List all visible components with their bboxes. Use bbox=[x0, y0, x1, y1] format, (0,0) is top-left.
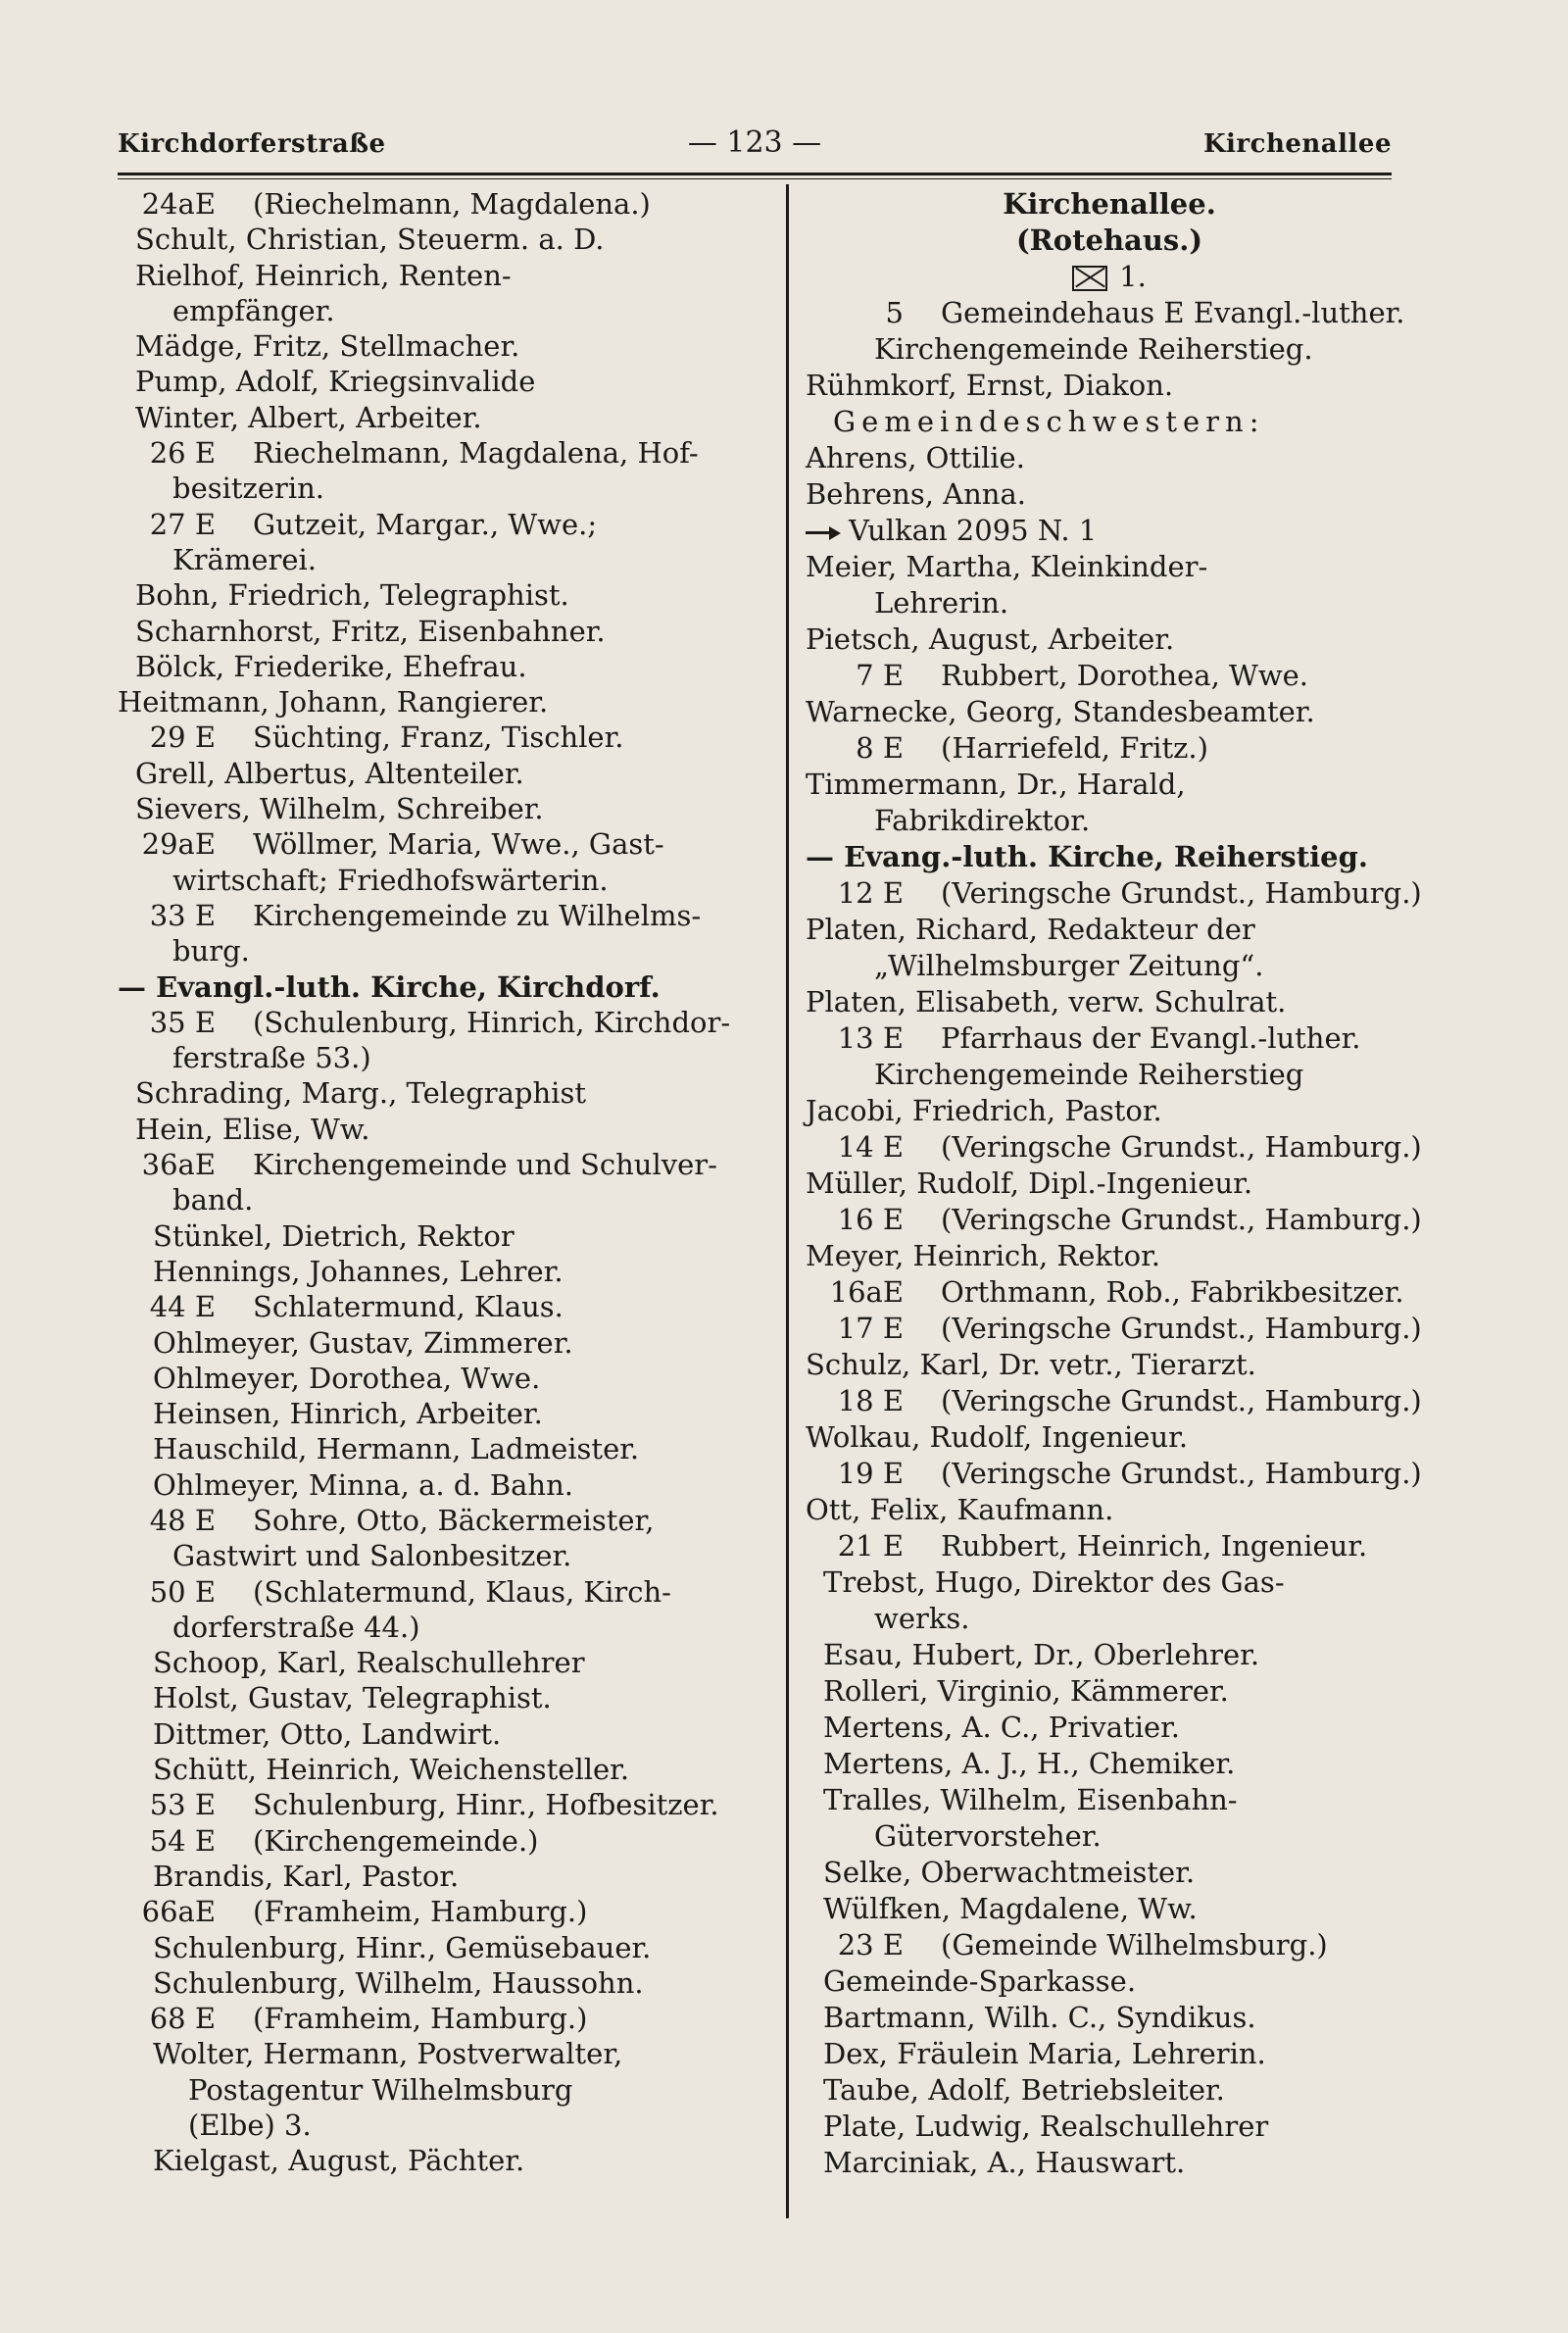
house-number: 44 E bbox=[149, 1290, 216, 1324]
continuation-text: „Wilhelmsburger Zeitung“. bbox=[874, 949, 1264, 982]
house-number: 68 E bbox=[149, 2002, 216, 2036]
house-entry bbox=[118, 1289, 769, 1324]
resident-name: Bartmann, Wilh. C., Syndikus. bbox=[823, 2001, 1256, 2034]
left-column bbox=[118, 186, 769, 2179]
continuation-text: Postagentur Wilhelmsburg bbox=[188, 2072, 573, 2107]
resident-name: Dittmer, Otto, Landwirt. bbox=[153, 1716, 502, 1751]
house-entry-text: Kirchengemeinde zu Wilhelms- bbox=[253, 898, 702, 932]
directory-entry bbox=[118, 1645, 769, 1680]
house-entry bbox=[806, 1129, 1422, 1166]
resident-name: Winter, Albert, Arbeiter. bbox=[135, 400, 482, 434]
house-number: 33 E bbox=[149, 898, 216, 932]
continuation-line bbox=[118, 863, 769, 898]
house-entry-text: Gemeindehaus E Evangl.-luther. bbox=[941, 296, 1405, 329]
directory-entry bbox=[806, 440, 1413, 476]
house-entry-text: Rubbert, Dorothea, Wwe. bbox=[941, 659, 1309, 692]
house-entry-text: (Harriefeld, Fritz.) bbox=[941, 731, 1208, 765]
house-entry-text: Schlatermund, Klaus. bbox=[253, 1290, 564, 1324]
resident-name: Jacobi, Friedrich, Pastor. bbox=[806, 1094, 1162, 1127]
directory-entry bbox=[806, 621, 1413, 658]
directory-entry bbox=[118, 2143, 769, 2178]
envelope-icon bbox=[1072, 266, 1107, 291]
continuation-line bbox=[806, 948, 1413, 984]
directory-entry bbox=[118, 1716, 769, 1752]
directory-entry bbox=[118, 1396, 769, 1431]
resident-name: Wülfken, Magdalene, Ww. bbox=[823, 1892, 1198, 1925]
resident-name: Tralles, Wilhelm, Eisenbahn- bbox=[823, 1783, 1238, 1816]
continuation-text: band. bbox=[172, 1183, 254, 1217]
resident-name: Warnecke, Georg, Standesbeamter. bbox=[806, 695, 1315, 728]
house-number: 29 E bbox=[149, 720, 216, 755]
directory-entry bbox=[118, 614, 769, 649]
continuation-text: Kirchengemeinde Reiherstieg bbox=[874, 1058, 1304, 1091]
directory-entry bbox=[118, 1680, 769, 1715]
resident-name: Ohlmeyer, Gustav, Zimmerer. bbox=[153, 1325, 573, 1360]
house-number: 19 E bbox=[837, 1457, 904, 1490]
house-entry-text: Pfarrhaus der Evangl.-luther. bbox=[941, 1021, 1361, 1055]
directory-entry bbox=[806, 912, 1413, 948]
resident-name: Rolleri, Virginio, Kämmerer. bbox=[823, 1674, 1229, 1708]
house-entry-text: Süchting, Franz, Tischler. bbox=[253, 720, 624, 755]
house-entry bbox=[118, 1894, 769, 1929]
house-entry bbox=[118, 1503, 769, 1538]
continuation-line bbox=[118, 471, 769, 506]
resident-name: Hennings, Johannes, Lehrer. bbox=[153, 1254, 564, 1288]
house-number: 26 E bbox=[149, 436, 216, 471]
resident-name: Wolter, Hermann, Postverwalter, bbox=[153, 2037, 623, 2071]
directory-entry bbox=[806, 1746, 1413, 1782]
header-street-left: Kirchdorferstraße bbox=[118, 129, 386, 159]
directory-entry bbox=[806, 1782, 1413, 1818]
continuation-text: empfänger. bbox=[172, 293, 335, 327]
house-entry-text: (Schulenburg, Hinrich, Kirchdor- bbox=[253, 1005, 731, 1039]
directory-entry bbox=[806, 1492, 1413, 1528]
house-number: 48 E bbox=[149, 1503, 216, 1537]
directory-entry bbox=[118, 258, 769, 293]
directory-entry bbox=[806, 1891, 1413, 1927]
postal-district bbox=[806, 259, 1413, 295]
house-entry-text: Schulenburg, Hinr., Hofbesitzer. bbox=[253, 1788, 719, 1822]
telephone-text bbox=[806, 513, 1097, 549]
house-entry bbox=[806, 1528, 1413, 1564]
telephone-icon bbox=[806, 526, 841, 538]
house-number: 5 bbox=[885, 296, 904, 329]
directory-entry bbox=[118, 364, 769, 399]
directory-entry bbox=[118, 1361, 769, 1396]
continuation-text: Gastwirt und Salonbesitzer. bbox=[172, 1539, 572, 1573]
house-entry-text: (Veringsche Grundst., Hamburg.) bbox=[941, 1384, 1422, 1417]
house-entry-text: (Framheim, Hamburg.) bbox=[253, 1895, 588, 1929]
resident-name: Schulenburg, Hinr., Gemüsebauer. bbox=[153, 1930, 652, 1964]
telephone-number: Vulkan 2095 N. 1 bbox=[849, 514, 1098, 547]
continuation-text: wirtschaft; Friedhofswärterin. bbox=[172, 863, 609, 897]
directory-entry bbox=[118, 1965, 769, 2001]
house-entry bbox=[806, 1456, 1422, 1492]
directory-entry bbox=[118, 1112, 769, 1147]
telephone-entry bbox=[806, 513, 1413, 549]
directory-entry bbox=[118, 577, 769, 613]
directory-entry bbox=[118, 2036, 769, 2071]
directory-entry bbox=[118, 293, 769, 328]
continuation-line bbox=[806, 585, 1413, 621]
house-entry bbox=[806, 730, 1413, 767]
resident-name: Rühmkorf, Ernst, Diakon. bbox=[806, 369, 1174, 402]
resident-name: Brandis, Karl, Pastor. bbox=[153, 1859, 460, 1893]
house-number: 8 E bbox=[856, 731, 904, 765]
directory-entry bbox=[118, 400, 769, 435]
section-heading bbox=[118, 969, 769, 1005]
continuation-line bbox=[118, 933, 769, 968]
house-entry-text: Kirchengemeinde und Schulver- bbox=[253, 1148, 717, 1182]
house-entry bbox=[118, 1005, 769, 1040]
resident-name: Bohn, Friedrich, Telegraphist. bbox=[135, 578, 569, 613]
resident-name: Platen, Elisabeth, verw. Schulrat. bbox=[806, 985, 1287, 1018]
continuation-text: burg. bbox=[172, 934, 250, 968]
resident-name: Stünkel, Dietrich, Rektor bbox=[153, 1218, 514, 1253]
continuation-text: werks. bbox=[874, 1602, 970, 1635]
resident-name: Pump, Adolf, Kriegsinvalide bbox=[135, 365, 536, 399]
resident-name: Selke, Oberwachtmeister. bbox=[823, 1856, 1196, 1889]
house-entry bbox=[118, 435, 769, 471]
house-number: 53 E bbox=[149, 1788, 216, 1822]
house-entry bbox=[118, 898, 769, 933]
postal-district-text bbox=[806, 259, 1413, 295]
resident-name: Ahrens, Ottilie. bbox=[806, 441, 1025, 474]
house-entry bbox=[118, 186, 769, 222]
subheading-text: Gemeindeschwestern: bbox=[833, 405, 1265, 438]
directory-entry bbox=[806, 767, 1413, 803]
subheading bbox=[806, 404, 1413, 440]
directory-entry bbox=[806, 1710, 1413, 1746]
resident-name: Schulz, Karl, Dr. vetr., Tierarzt. bbox=[806, 1348, 1256, 1381]
house-entry bbox=[806, 1383, 1422, 1419]
resident-name: Schrading, Marg., Telegraphist bbox=[135, 1076, 586, 1111]
street-title bbox=[806, 186, 1413, 223]
directory-entry bbox=[806, 2109, 1413, 2145]
section-heading bbox=[806, 839, 1413, 875]
resident-name: Hein, Elise, Ww. bbox=[135, 1112, 370, 1146]
page-header bbox=[118, 125, 1392, 174]
continuation-line bbox=[118, 2072, 769, 2108]
directory-entry bbox=[118, 684, 769, 720]
house-number: 36aE bbox=[141, 1148, 216, 1182]
house-entry bbox=[806, 1274, 1413, 1311]
house-entry bbox=[806, 875, 1422, 912]
house-entry-text: (Kirchengemeinde.) bbox=[253, 1823, 539, 1858]
header-street-right: Kirchenallee bbox=[1202, 129, 1392, 159]
directory-entry bbox=[806, 368, 1413, 404]
resident-name: Schulenburg, Wilhelm, Haussohn. bbox=[153, 1965, 644, 2000]
house-entry bbox=[118, 507, 769, 542]
house-number: 24aE bbox=[141, 187, 216, 221]
house-number: 7 E bbox=[856, 659, 904, 692]
continuation-text: Fabrikdirektor. bbox=[874, 804, 1091, 837]
house-entry bbox=[118, 826, 769, 862]
directory-entry bbox=[118, 1254, 769, 1289]
house-number: 35 E bbox=[149, 1005, 216, 1039]
resident-name: Gemeinde-Sparkasse. bbox=[823, 1964, 1137, 1998]
house-entry-text: Riechelmann, Magdalena, Hof- bbox=[253, 436, 699, 471]
house-number: 23 E bbox=[837, 1928, 904, 1961]
resident-name: Taube, Adolf, Betriebsleiter. bbox=[823, 2073, 1225, 2107]
house-entry-text: Rubbert, Heinrich, Ingenieur. bbox=[941, 1529, 1368, 1563]
directory-entry bbox=[806, 1419, 1413, 1456]
directory-entry bbox=[806, 1637, 1413, 1673]
house-number: 29aE bbox=[141, 827, 216, 862]
house-entry bbox=[806, 658, 1413, 694]
house-entry bbox=[806, 1020, 1413, 1057]
directory-entry bbox=[806, 694, 1413, 730]
house-entry bbox=[806, 295, 1413, 331]
directory-entry bbox=[806, 1855, 1413, 1891]
directory-entry bbox=[118, 1467, 769, 1503]
directory-entry bbox=[806, 1093, 1413, 1129]
resident-name: Mertens, A. C., Privatier. bbox=[823, 1711, 1181, 1744]
header-rule-thin bbox=[118, 178, 1392, 179]
directory-entry bbox=[806, 1963, 1413, 2000]
house-entry-text: Orthmann, Rob., Fabrikbesitzer. bbox=[941, 1275, 1404, 1309]
resident-name: Scharnhorst, Fritz, Eisenbahner. bbox=[135, 614, 606, 648]
directory-entry bbox=[806, 2036, 1413, 2072]
house-entry-text: Gutzeit, Margar., Wwe.; bbox=[253, 507, 598, 541]
house-entry bbox=[118, 2001, 769, 2036]
house-number: 27 E bbox=[149, 507, 216, 541]
directory-entry bbox=[118, 1859, 769, 1894]
resident-name: Wolkau, Rudolf, Ingenieur. bbox=[806, 1420, 1189, 1454]
directory-entry bbox=[806, 2072, 1413, 2109]
directory-entry bbox=[806, 1347, 1413, 1383]
house-number: 66aE bbox=[141, 1895, 216, 1929]
continuation-text: (Elbe) 3. bbox=[188, 2109, 312, 2143]
continuation-line bbox=[118, 1538, 769, 1573]
continuation-text: besitzerin. bbox=[172, 472, 325, 506]
directory-entry bbox=[806, 2145, 1413, 2181]
house-entry bbox=[118, 1823, 769, 1859]
house-entry-text: (Veringsche Grundst., Hamburg.) bbox=[941, 1457, 1422, 1490]
directory-entry bbox=[118, 222, 769, 257]
resident-name: Mertens, A. J., H., Chemiker. bbox=[823, 1747, 1236, 1780]
continuation-line bbox=[118, 1182, 769, 1217]
resident-name: Ohlmeyer, Minna, a. d. Bahn. bbox=[153, 1467, 573, 1502]
house-entry-text: (Veringsche Grundst., Hamburg.) bbox=[941, 1203, 1422, 1236]
continuation-line bbox=[118, 1610, 769, 1645]
directory-entry bbox=[118, 649, 769, 684]
directory-entry bbox=[118, 1431, 769, 1466]
house-entry bbox=[118, 1787, 769, 1822]
continuation-line bbox=[806, 331, 1413, 368]
continuation-line bbox=[806, 803, 1413, 839]
resident-name: Platen, Richard, Redakteur der bbox=[806, 913, 1255, 946]
house-number: 17 E bbox=[837, 1312, 904, 1345]
house-number: 13 E bbox=[837, 1021, 904, 1055]
header-rule-thick bbox=[118, 173, 1392, 175]
page-number: — 123 — bbox=[687, 125, 822, 160]
directory-entry bbox=[118, 328, 769, 364]
resident-name: Pietsch, August, Arbeiter. bbox=[806, 622, 1175, 656]
resident-name: Kielgast, August, Pächter. bbox=[153, 2144, 525, 2178]
house-entry-text: (Veringsche Grundst., Hamburg.) bbox=[941, 876, 1422, 910]
street-title-text: (Rotehaus.) bbox=[1015, 223, 1203, 257]
directory-entry bbox=[118, 1075, 769, 1111]
resident-name: Heinsen, Hinrich, Arbeiter. bbox=[153, 1397, 543, 1431]
resident-name: Ott, Felix, Kaufmann. bbox=[806, 1493, 1114, 1526]
continuation-line bbox=[806, 1818, 1413, 1855]
continuation-line bbox=[118, 542, 769, 577]
column-divider bbox=[786, 184, 789, 2218]
section-heading-text: — Evangl.-luth. Kirche, Kirchdorf. bbox=[118, 969, 661, 1004]
directory-entry bbox=[806, 1564, 1413, 1601]
house-entry-text: (Riechelmann, Magdalena.) bbox=[253, 187, 651, 221]
right-column bbox=[806, 186, 1422, 2181]
directory-entry bbox=[806, 476, 1413, 513]
house-number: 54 E bbox=[149, 1823, 216, 1858]
section-heading-text: — Evang.-luth. Kirche, Reiherstieg. bbox=[806, 840, 1368, 873]
resident-name: Behrens, Anna. bbox=[806, 477, 1026, 511]
street-title bbox=[806, 223, 1413, 259]
house-entry-text: (Schlatermund, Klaus, Kirch- bbox=[253, 1574, 671, 1609]
continuation-line bbox=[118, 2108, 769, 2143]
resident-name: Holst, Gustav, Telegraphist. bbox=[153, 1681, 552, 1715]
directory-entry bbox=[806, 1166, 1413, 1202]
continuation-line bbox=[806, 1601, 1413, 1637]
resident-name: Heitmann, Johann, Rangierer. bbox=[118, 685, 549, 720]
resident-name: Schoop, Karl, Realschullehrer bbox=[153, 1646, 585, 1680]
house-entry bbox=[118, 720, 769, 755]
house-entry-text: (Veringsche Grundst., Hamburg.) bbox=[941, 1130, 1422, 1164]
continuation-line bbox=[118, 1040, 769, 1075]
continuation-text: ferstraße 53.) bbox=[172, 1041, 371, 1075]
house-number: 50 E bbox=[149, 1574, 216, 1609]
house-entry-text: (Framheim, Hamburg.) bbox=[253, 2002, 588, 2036]
directory-entry bbox=[118, 756, 769, 791]
house-entry-text: Wöllmer, Maria, Wwe., Gast- bbox=[253, 827, 664, 862]
house-entry-text: Sohre, Otto, Bäckermeister, bbox=[253, 1503, 655, 1537]
continuation-text: Kirchengemeinde Reiherstieg. bbox=[874, 332, 1313, 366]
resident-name: Meier, Martha, Kleinkinder- bbox=[806, 550, 1208, 583]
directory-entry bbox=[118, 791, 769, 826]
continuation-text: Krämerei. bbox=[172, 542, 317, 576]
directory-entry bbox=[806, 1673, 1413, 1710]
resident-name: Meyer, Heinrich, Rektor. bbox=[806, 1239, 1160, 1272]
house-number: 16aE bbox=[829, 1275, 904, 1309]
resident-name: Mädge, Fritz, Stellmacher. bbox=[135, 329, 520, 364]
resident-name: Hauschild, Hermann, Ladmeister. bbox=[153, 1432, 640, 1466]
resident-name: Esau, Hubert, Dr., Oberlehrer. bbox=[823, 1638, 1260, 1671]
resident-name: Schult, Christian, Steuerm. a. D. bbox=[135, 223, 605, 257]
continuation-line bbox=[806, 1057, 1413, 1093]
resident-name: Marciniak, A., Hauswart. bbox=[823, 2146, 1186, 2179]
directory-entry bbox=[806, 984, 1413, 1020]
resident-name: Plate, Ludwig, Realschullehrer bbox=[823, 2110, 1269, 2143]
resident-name: Dex, Fräulein Maria, Lehrerin. bbox=[823, 2037, 1266, 2070]
street-title-text: Kirchenallee. bbox=[1003, 187, 1216, 221]
postal-district-number: 1. bbox=[1119, 260, 1147, 293]
resident-name: Müller, Rudolf, Dipl.-Ingenieur. bbox=[806, 1166, 1253, 1200]
house-entry bbox=[806, 1311, 1422, 1347]
directory-entry bbox=[118, 1218, 769, 1254]
continuation-text: dorferstraße 44.) bbox=[172, 1610, 420, 1644]
directory-entry bbox=[806, 1238, 1413, 1274]
resident-name: Timmermann, Dr., Harald, bbox=[806, 768, 1186, 801]
resident-name: Rielhof, Heinrich, Renten- bbox=[135, 258, 512, 292]
resident-name: Trebst, Hugo, Direktor des Gas- bbox=[823, 1565, 1285, 1599]
directory-entry bbox=[806, 549, 1413, 585]
resident-name: Grell, Albertus, Altenteiler. bbox=[135, 756, 524, 790]
directory-entry bbox=[118, 1752, 769, 1787]
resident-name: Schütt, Heinrich, Weichensteller. bbox=[153, 1753, 630, 1787]
house-number: 18 E bbox=[837, 1384, 904, 1417]
house-entry bbox=[806, 1927, 1413, 1963]
house-entry bbox=[806, 1202, 1422, 1238]
resident-name: Sievers, Wilhelm, Schreiber. bbox=[135, 792, 544, 826]
house-entry bbox=[118, 1147, 769, 1182]
house-number: 16 E bbox=[837, 1203, 904, 1236]
directory-entry bbox=[806, 2000, 1413, 2036]
resident-name: Bölck, Friederike, Ehefrau. bbox=[135, 649, 527, 683]
directory-entry bbox=[118, 1325, 769, 1361]
house-entry bbox=[118, 1574, 769, 1610]
directory-entry bbox=[118, 1930, 769, 1965]
house-number: 21 E bbox=[837, 1529, 904, 1563]
house-entry-text: (Gemeinde Wilhelmsburg.) bbox=[941, 1928, 1328, 1961]
resident-name: Ohlmeyer, Dorothea, Wwe. bbox=[153, 1361, 541, 1395]
continuation-text: Gütervorsteher. bbox=[874, 1819, 1102, 1853]
house-entry-text: (Veringsche Grundst., Hamburg.) bbox=[941, 1312, 1422, 1345]
house-number: 14 E bbox=[837, 1130, 904, 1164]
house-number: 12 E bbox=[837, 876, 904, 910]
continuation-text: Lehrerin. bbox=[874, 586, 1009, 620]
